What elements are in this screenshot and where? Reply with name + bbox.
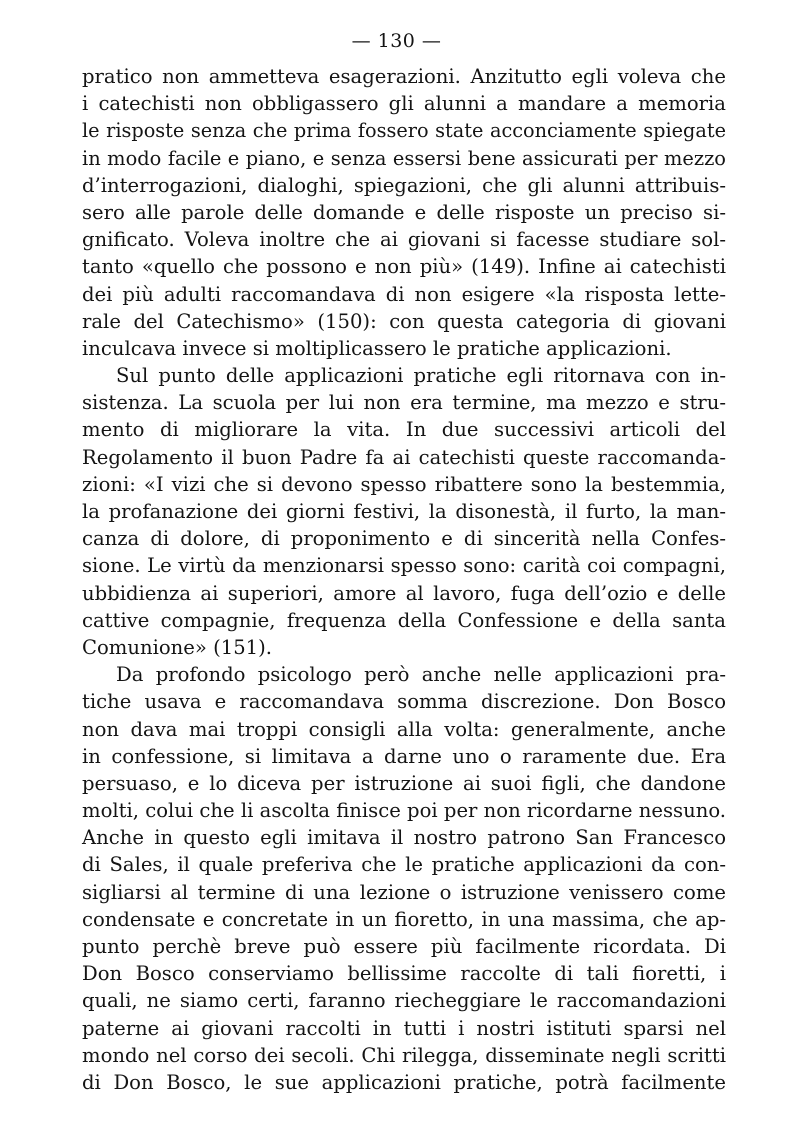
text-line: in modo facile e piano, e senza essersi bene assicurati per mezzo (82, 146, 726, 170)
text-line: gnificato. Voleva inoltre che ai giovani si facesse studiare sol- (82, 228, 726, 252)
text-line: quali, ne siamo certi, faranno riecheggiare le raccomandazioni (82, 989, 726, 1013)
paragraph-3 (82, 661, 726, 1096)
text-line: sione. Le virtù da menzionarsi spesso sono: carità coi compagni, (82, 554, 726, 578)
text-line: di Sales, il quale preferiva che le pratiche applicazioni da con- (82, 853, 726, 877)
paragraph-1 (82, 63, 726, 362)
text-line: zioni: «I vizi che si devono spesso ribattere sono la bestemmia, (82, 472, 726, 496)
text-line: pratico non ammetteva esagerazioni. Anzitutto egli voleva che (82, 65, 726, 88)
text-line: punto perchè breve può essere più facilmente ricordata. Di (82, 935, 726, 958)
text-line: ubbidienza ai superiori, amore al lavoro, fuga dell’ozio e delle (82, 581, 726, 605)
text-line: dei più adulti raccomandava di non esigere «la risposta lette- (82, 282, 726, 306)
text-line: le risposte senza che prima fossero state acconciamente spiegate (82, 119, 726, 143)
text-line: canza di dolore, di proponimento e di sincerità nella Confes- (82, 527, 726, 551)
page-number: — 130 — (351, 30, 442, 52)
text-line: la profanazione dei giorni festivi, la disonestà, il furto, la man- (82, 500, 726, 523)
text-line: condensate e concretate in un fioretto, in una massima, che ap- (82, 907, 726, 931)
text-line: Sul punto delle applicazioni pratiche egli ritornava con in- (116, 364, 726, 388)
text-line: rale del Catechismo» (150): con questa categoria di giovani (82, 309, 726, 333)
text-line: mento di migliorare la vita. In due successivi articoli del (82, 418, 726, 442)
text-line: sigliarsi al termine di una lezione o istruzione venissero come (82, 880, 726, 904)
text-line: cattive compagnie, frequenza della Confessione e della santa (82, 608, 726, 632)
text-line: in confessione, si limitava a darne uno o raramente due. Era (82, 744, 726, 768)
body-text (82, 63, 726, 1096)
text-line: i catechisti non obbligassero gli alunni a mandare a memoria (82, 92, 726, 116)
text-line: tanto «quello che possono e non più» (149). Infine ai catechisti (82, 255, 726, 279)
text-line: Regolamento il buon Padre fa ai catechisti queste raccomanda- (82, 445, 726, 469)
text-line: molti, colui che li ascolta finisce poi per non ricordarne nessuno. (82, 799, 726, 823)
text-line: tiche usava e raccomandava somma discrezione. Don Bosco (82, 690, 726, 714)
text-line: sistenza. La scuola per lui non era termine, ma mezzo e stru- (82, 391, 726, 415)
text-line: d’interrogazioni, dialoghi, spiegazioni, che gli alunni attribuis- (82, 173, 726, 197)
text-line: persuaso, e lo diceva per istruzione ai suoi figli, che dandone (82, 771, 726, 795)
text-line: Comunione» (151). (82, 635, 273, 659)
text-line: sero alle parole delle domande e delle risposte un preciso si- (82, 200, 726, 224)
text-line: Anche in questo egli imitava il nostro patrono San Francesco (82, 826, 726, 850)
text-line: di Don Bosco, le sue applicazioni pratiche, potrà facilmente (82, 1070, 726, 1094)
text-line: non dava mai troppi consigli alla volta: generalmente, anche (82, 717, 726, 741)
text-line: Da profondo psicologo però anche nelle applicazioni pra- (116, 663, 726, 687)
paragraph-2 (82, 362, 726, 661)
text-line: paterne ai giovani raccolti in tutti i nostri istituti sparsi nel (82, 1016, 726, 1040)
text-line: mondo nel corso dei secoli. Chi rilegga, disseminate negli scritti (82, 1043, 726, 1067)
text-line: inculcava invece si moltiplicassero le pratiche applicazioni. (82, 336, 672, 360)
text-line: Don Bosco conserviamo bellissime raccolte di tali fioretti, i (82, 962, 726, 986)
